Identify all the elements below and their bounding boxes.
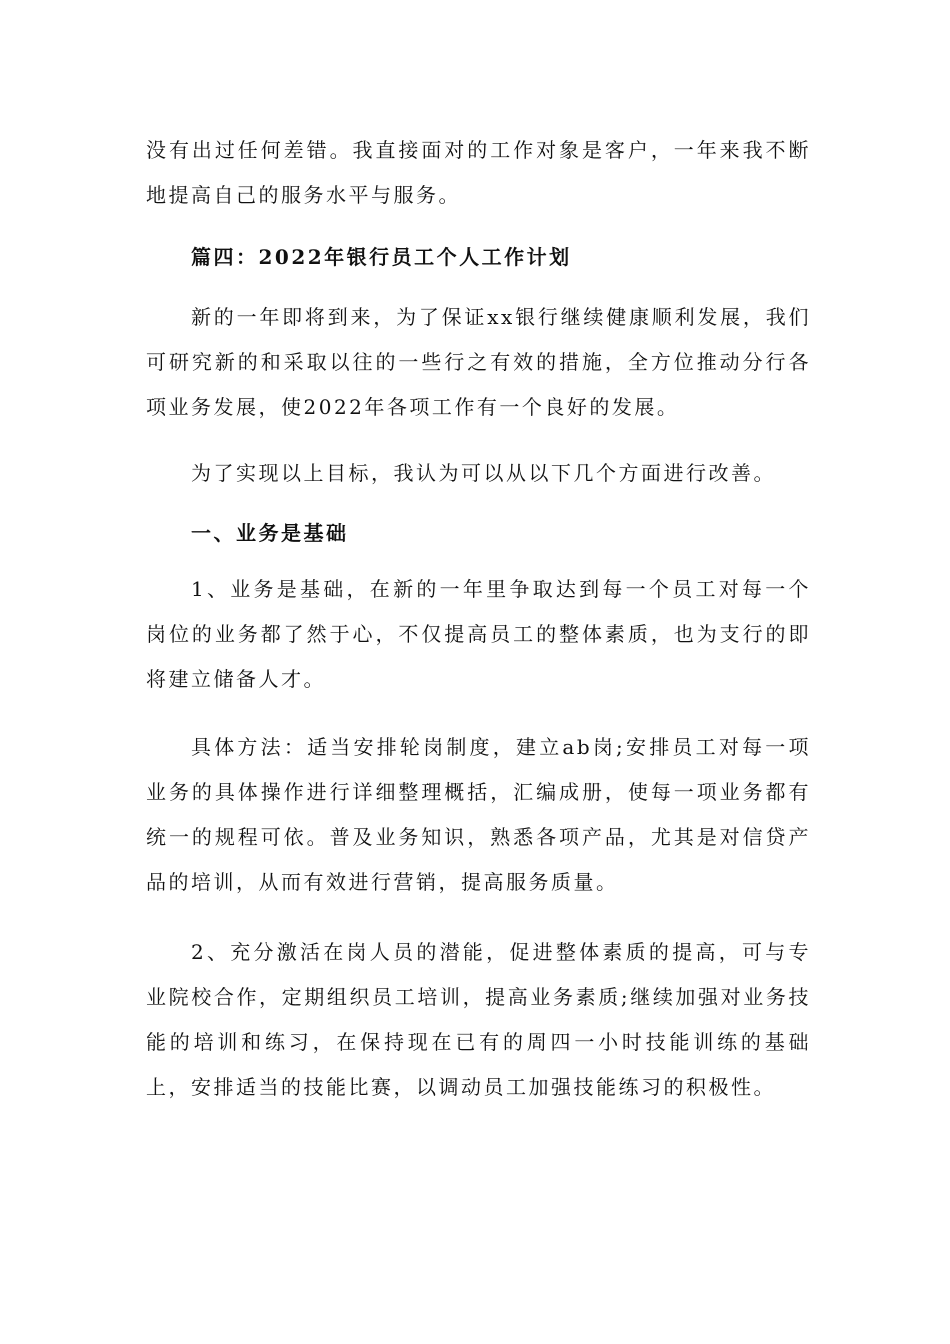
paragraph-continued <box>146 128 811 218</box>
paragraph-item-1 <box>146 567 811 702</box>
subheading-business <box>146 511 811 556</box>
section-heading: 篇四：2022年银行员工个人工作计划 <box>191 245 572 269</box>
paragraph-goal <box>146 451 811 496</box>
paragraph-method <box>146 725 811 905</box>
section-heading-plan <box>146 235 811 280</box>
paragraph-text: 2、充分激活在岗人员的潜能，促进整体素质的提高，可与专业院校合作，定期组织员工培训，提高业务素质;继续加强对业务技能的培训和练习，在保持现在已有的周四一小时技能训练的基础上，安排适当的技能比赛，以调动员工加强技能练习的积极性。 <box>146 940 811 1099</box>
paragraph-text: 具体方法：适当安排轮岗制度，建立ab岗;安排员工对每一项业务的具体操作进行详细整理概括，汇编成册，使每一项业务都有统一的规程可依。普及业务知识，熟悉各项产品，尤其是对信贷产品的培训，从而有效进行营销，提高服务质量。 <box>146 735 811 894</box>
paragraph-item-2 <box>146 930 811 1110</box>
paragraph-text: 1、业务是基础，在新的一年里争取达到每一个员工对每一个岗位的业务都了然于心，不仅提高员工的整体素质，也为支行的即将建立储备人才。 <box>146 577 811 691</box>
paragraph-text: 为了实现以上目标，我认为可以从以下几个方面进行改善。 <box>191 461 776 485</box>
paragraph-text: 新的一年即将到来，为了保证xx银行继续健康顺利发展，我们可研究新的和采取以往的一些行之有效的措施，全方位推动分行各项业务发展，使2022年各项工作有一个良好的发展。 <box>146 305 811 419</box>
paragraph-intro <box>146 295 811 430</box>
sub-heading: 一、业务是基础 <box>191 521 349 545</box>
paragraph-text: 没有出过任何差错。我直接面对的工作对象是客户，一年来我不断地提高自己的服务水平与服务。 <box>146 138 811 207</box>
